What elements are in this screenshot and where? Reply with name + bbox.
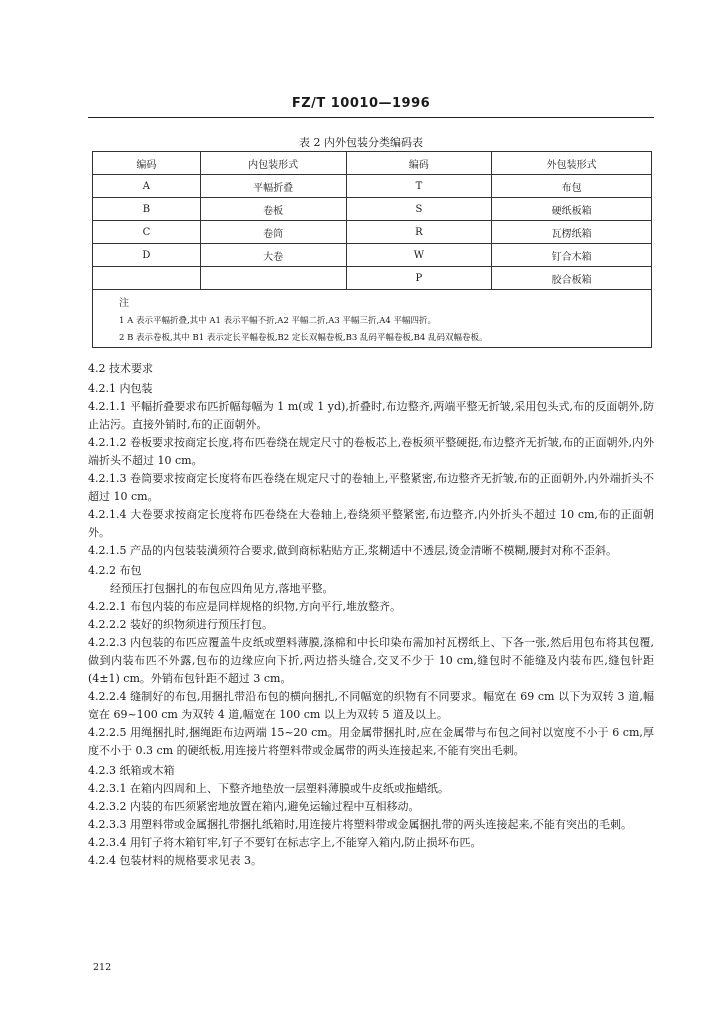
paragraph: 4.2.3.1 在箱内四周和上、下整齐地垫放一层塑料薄膜或牛皮纸或拖蜡纸。 (88, 782, 449, 795)
table-cell: 平幅折叠 (200, 175, 346, 198)
packaging-code-table (92, 151, 652, 348)
table-cell: D (93, 244, 201, 267)
table-cell: 卷板 (200, 198, 346, 221)
paragraph: 4.2.1.3 卷筒要求按商定长度将布匹卷绕在规定尺寸的卷轴上,平整紧密,布边整齐无折皱,布的正面朝外,内外端折头不超过 10 cm。 (88, 472, 654, 503)
note-line: 1 A 表示平幅折叠,其中 A1 表示平幅不折,A2 平幅二折,A3 平幅三折,A4 平幅四折。 (119, 316, 436, 326)
paragraph: 4.2.2.3 内包装的布匹应覆盖牛皮纸或塑料薄膜,涤棉和中长印染布需加衬瓦楞纸上、下各一张,然后用包布将其包覆,做到内装布匹不外露,包布的边缘应向下折,两边搭头缝合,交叉不少于 10 cm,缝包时不能缝及内装布匹,缝包针距(4±1) cm。外销布包针距不超过 3 cm。 (88, 636, 654, 685)
note-line: 2 B 表示卷板,其中 B1 表示定长平幅卷板,B2 定长双幅卷板,B3 乱码平幅卷板,B4 乱码双幅卷板。 (119, 333, 488, 343)
table-caption: 表 2 内外包装分类编码表 (299, 136, 423, 149)
table-row (93, 198, 652, 221)
table-row (93, 175, 652, 198)
table-notes-row (93, 290, 652, 348)
table-cell: B (93, 198, 201, 221)
body-text (88, 358, 654, 870)
table-cell: 瓦楞纸箱 (492, 221, 652, 244)
paragraph: 4.2.4 包装材料的规格要求见表 3。 (88, 854, 262, 867)
header-cell: 编码 (346, 152, 492, 175)
header-rule (88, 117, 654, 118)
table-cell: C (93, 221, 201, 244)
table-header-row (93, 152, 652, 175)
paragraph: 4.2.2.2 装好的织物须进行预压打包。 (88, 618, 273, 631)
paragraph: 4.2.3.3 用塑料带或金属捆扎带捆扎纸箱时,用连接片将塑料带或金属捆扎带的两头连接起来,不能有突出的毛刺。 (88, 818, 632, 831)
table-cell (200, 267, 346, 290)
table-cell: P (346, 267, 492, 290)
table-cell: 大卷 (200, 244, 346, 267)
table-notes (93, 290, 652, 348)
table-cell: 卷筒 (200, 221, 346, 244)
table-cell: 胶合板箱 (492, 267, 652, 290)
table-row (93, 267, 652, 290)
table-cell: T (346, 175, 492, 198)
notes-title: 注 (119, 298, 129, 309)
paragraph: 4.2.1.2 卷板要求按商定长度,将布匹卷绕在规定尺寸的卷板芯上,卷板须平整硬挺,布边整齐无折皱,布的正面朝外,内外端折头不超过 10 cm。 (88, 436, 654, 467)
paragraph: 4.2.2.5 用绳捆扎时,捆绳距布边两端 15~20 cm。用金属带捆扎时,应在金属带与布包之间衬以宽度不小于 6 cm,厚度不小于 0.3 cm 的硬纸板,用连接片将塑料带或金属带的两头连接起来,不能有突出毛刺。 (88, 726, 654, 757)
page-number: 212 (93, 962, 112, 973)
table-cell: A (93, 175, 201, 198)
paragraph: 4.2.1.1 平幅折叠要求布匹折幅每幅为 1 m(或 1 yd),折叠时,布边整齐,两端平整无折皱,采用包头式,布的反面朝外,防止沾污。直接外销时,布的正面朝外。 (88, 400, 654, 431)
table-cell: 硬纸板箱 (492, 198, 652, 221)
section-heading: 4.2.3 纸箱或木箱 (88, 764, 175, 777)
paragraph: 4.2.2.1 布包内装的布应是同样规格的织物,方向平行,堆放整齐。 (88, 600, 401, 613)
table-cell: R (346, 221, 492, 244)
paragraph: 4.2.2.4 缝制好的布包,用捆扎带沿布包的横向捆扎,不同幅宽的织物有不同要求。幅宽在 69 cm 以下为双转 3 道,幅宽在 69~100 cm 为双转 4 道,幅宽在 100 cm 以上为双转 5 道及以上。 (88, 690, 654, 721)
header-cell: 外包装形式 (492, 152, 652, 175)
table-cell: 布包 (492, 175, 652, 198)
paragraph: 4.2.3.4 用钉子将木箱钉牢,钉子不要钉在标志字上,不能穿入箱内,防止损坏布匹。 (88, 836, 482, 849)
paragraph: 4.2.1.5 产品的内包装装潢须符合要求,做到商标粘贴方正,浆糊适中不透层,烫金清晰不模糊,腰封对称不歪斜。 (88, 544, 617, 557)
standard-id: FZ/T 10010—1996 (291, 96, 431, 111)
table-row (93, 221, 652, 244)
table-cell: 钉合木箱 (492, 244, 652, 267)
table-row (93, 244, 652, 267)
paragraph: 4.2.1.4 大卷要求按商定长度将布匹卷绕在大卷轴上,卷绕须平整紧密,布边整齐,内外折头不超过 10 cm,布的正面朝外。 (88, 508, 654, 539)
table-cell: W (346, 244, 492, 267)
table-cell: S (346, 198, 492, 221)
header-cell: 内包装形式 (200, 152, 346, 175)
paragraph: 经预压打包捆扎的布包应四角见方,落地平整。 (110, 582, 334, 595)
table-cell (93, 267, 201, 290)
section-heading: 4.2.1 内包装 (88, 382, 153, 395)
section-heading: 4.2.2 布包 (88, 564, 142, 577)
section-heading: 4.2 技术要求 (88, 362, 153, 375)
header-cell: 编码 (93, 152, 201, 175)
paragraph: 4.2.3.2 内装的布匹须紧密地放置在箱内,避免运输过程中互相移动。 (88, 800, 420, 813)
